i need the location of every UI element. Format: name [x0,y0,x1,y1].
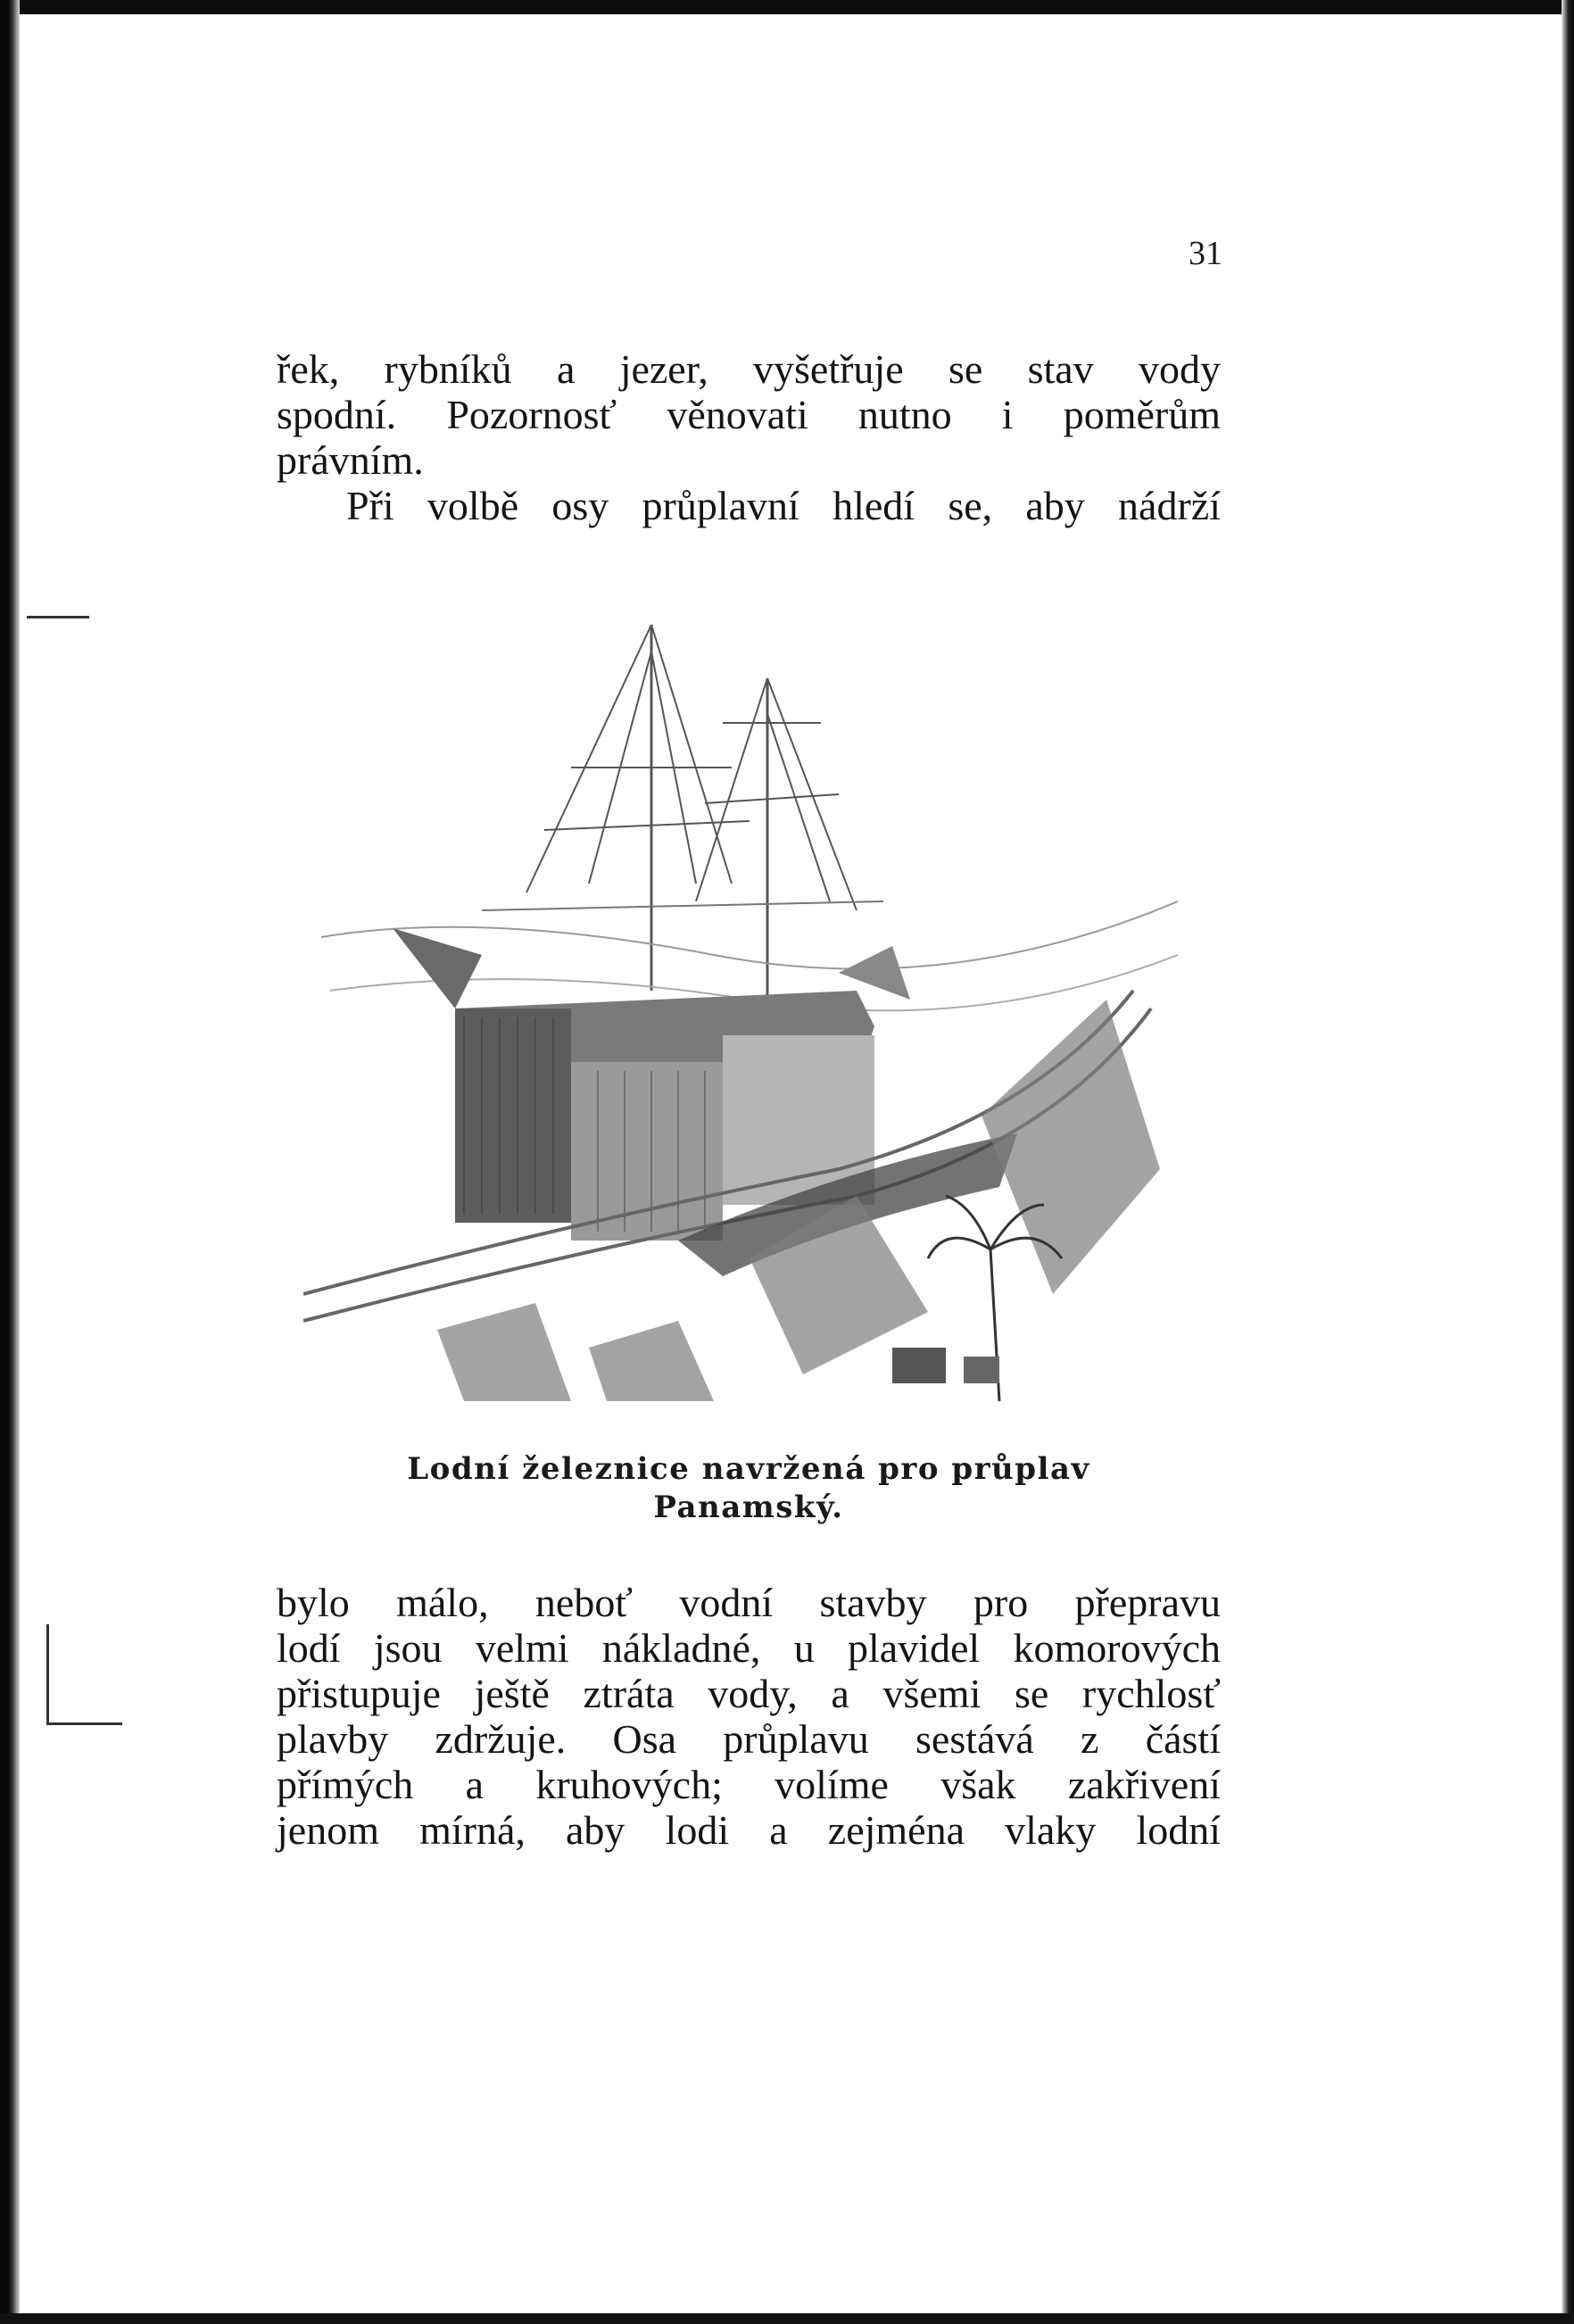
scan-mark [27,616,89,618]
scan-border-left [0,0,20,2324]
scan-border-top [0,0,1574,14]
caption-line: Lodní železnice navržená pro průplav [407,1451,1090,1487]
text-line: přistupuje ještě ztráta vody, a všemi se rychlosť [277,1671,1221,1716]
scan-border-bottom [0,2313,1574,2324]
ship-railway-illustration [303,616,1205,1410]
paragraph-top [277,346,1221,528]
text-line: bylo málo, neboť vodní stavby pro přepravu [277,1580,1221,1625]
scan-mark [46,1722,122,1725]
text-line: Při volbě osy průplavní hledí se, aby nádrží [346,483,1221,528]
text-line: přímých a kruhových; volíme však zakřivení [277,1762,1221,1807]
scan-mark [46,1624,49,1722]
caption-line: Panamský. [653,1490,844,1525]
text-line: lodí jsou velmi nákladné, u plavidel komorových [277,1625,1221,1671]
figure-caption [277,1450,1221,1527]
text-line: právním. [277,437,424,483]
scan-border-right [1562,0,1574,2324]
text-line: jenom mírná, aby lodi a zejména vlaky lodní [277,1807,1221,1853]
page-number: 31 [1189,235,1222,272]
paragraph-bottom [277,1580,1221,1853]
text-line: řek, rybníků a jezer, vyšetřuje se stav vody [277,346,1221,392]
text-line: spodní. Pozornosť věnovati nutno i poměrům [277,392,1221,437]
text-line: plavby zdržuje. Osa průplavu sestává z částí [277,1716,1221,1762]
